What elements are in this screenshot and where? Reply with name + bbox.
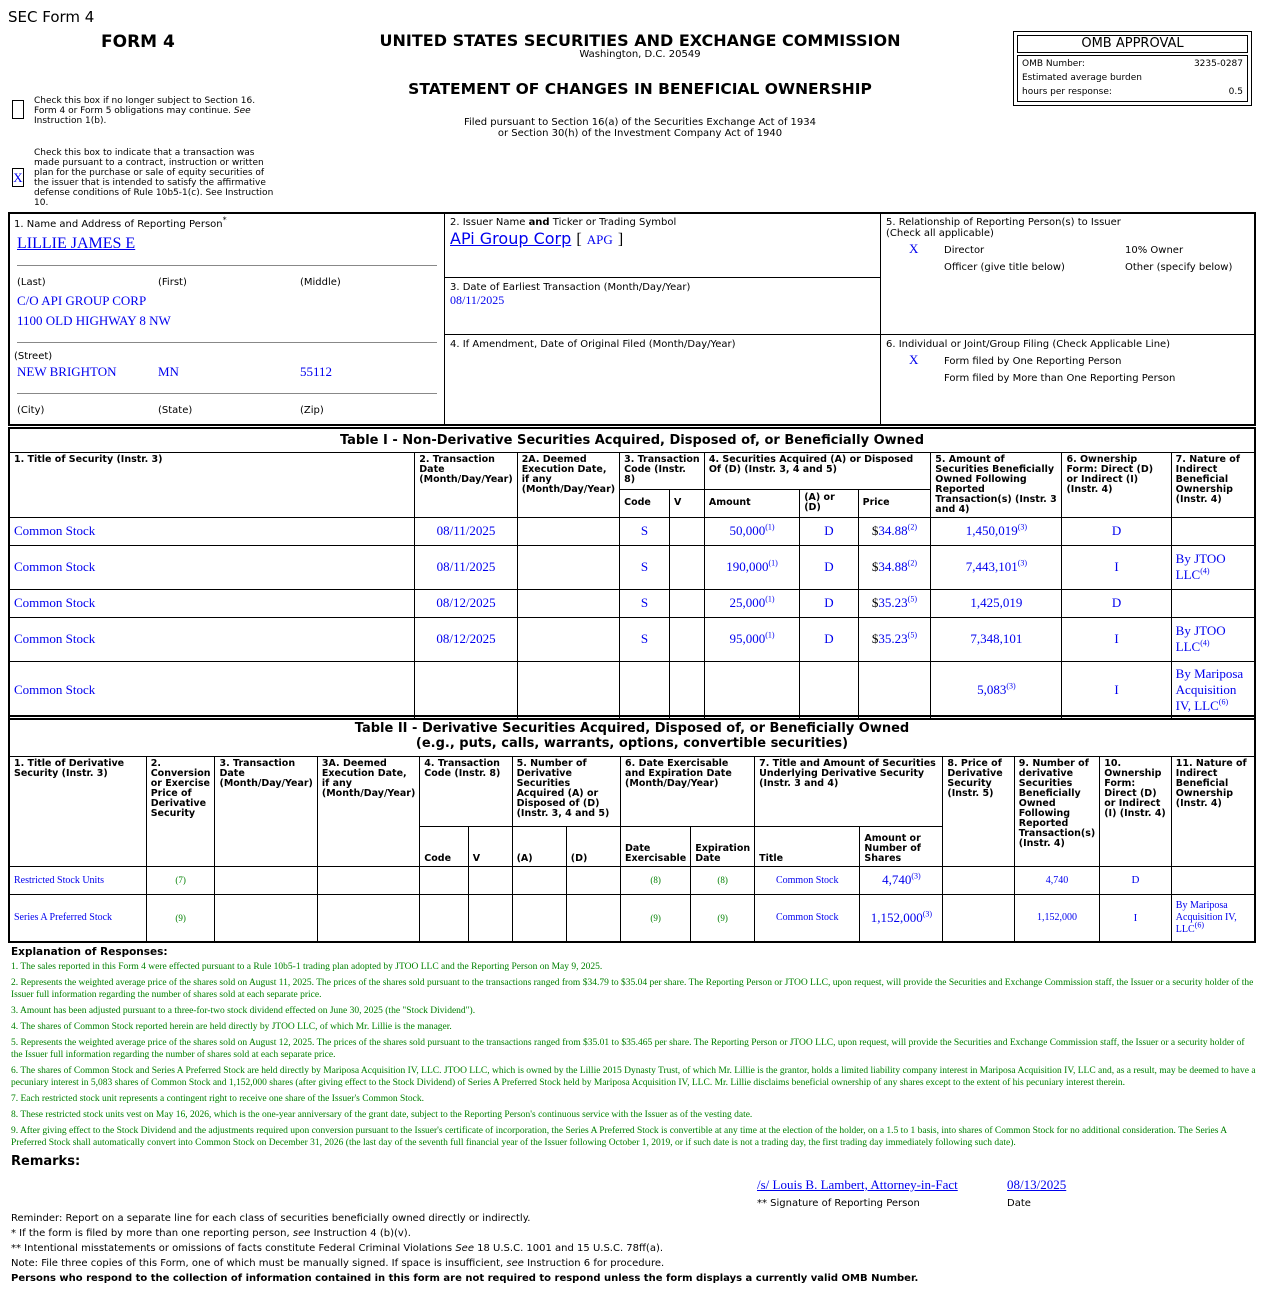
table1-row [9, 589, 1255, 617]
ten-percent-owner-label: 10% Owner [1125, 245, 1184, 256]
amount-cell [704, 545, 799, 589]
transaction-v [669, 661, 704, 719]
amount-cell [704, 617, 799, 661]
transaction-date [415, 661, 517, 719]
explanation-note: 5. Represents the weighted average price of the shares sold on August 12, 2025. The prices of the shares sold pursuant to the transactions ranged from $35.01 to $35.465 per share. The Reporting Person or JTOO LLC, upon request, will provide the Securities and Exchange Commission staff, the Issuer or a security holder of the Issuer full information regarding the number of shares sold at each separate price. [11, 1038, 1245, 1060]
filed-pursuant-2: or Section 30(h) of the Investment Company Act of 1940 [497, 128, 783, 139]
explanation-note: 8. These restricted stock units vest on May 16, 2026, which is the one-year anniversary of the grant date, subject to the Reporting Person's continuous service with the Issuer as of the vesting date. [11, 1110, 753, 1120]
table1-row [9, 517, 1255, 545]
acquired-disposed: D [800, 589, 858, 617]
amount: 190,000 [726, 559, 769, 574]
reminder-text: Reminder: Report on a separate line for each class of securities beneficially owned directly or indirectly. [11, 1213, 531, 1224]
explanation-note: 9. After giving effect to the Stock Dividend and the adjustments required upon conversion pursuant to the Issuer's certificate of incorporation, the Series A Preferred Stock is convertible at any time at the election of the holder, on a 1.5 to 1 basis, into shares of Common Stock for no additional consideration. The Series A Preferred Stock shall automatically convert into Common Stock on December 31, 2026 (the last day of the seventh full financial year of the Issuer following October 1, 2019, or if such date is not a trading day, the first trading day immediately following such date). [11, 1126, 1227, 1148]
table2-body [9, 866, 1255, 942]
section16-text [34, 96, 264, 126]
table1-header-owned: 5. Amount of Securities Beneficially Owned Following Reported Transaction(s) (Instr. 3 and 4) [931, 452, 1062, 517]
amount-cell [704, 517, 799, 545]
derivative-title: Series A Preferred Stock [9, 894, 146, 942]
security-title: Common Stock [9, 661, 415, 719]
zip-value: 55112 [300, 364, 333, 379]
deemed-date [517, 661, 619, 719]
security-title: Common Stock [9, 589, 415, 617]
acquired-disposed [800, 661, 858, 719]
table-non-derivative [8, 427, 1256, 720]
table1-sub-v: V [669, 490, 704, 517]
conversion-price: (7) [146, 866, 215, 894]
signature-date[interactable]: 08/13/2025 [1007, 1177, 1067, 1192]
page-title: SEC Form 4 [8, 8, 95, 26]
table2-sub-expiration: Expiration Date [691, 826, 755, 866]
explanation-note: 7. Each restricted stock unit represents a contingent right to receive one share of the Issuer's Common Stock. [11, 1094, 424, 1104]
underlying-amount: 1,152,000 [870, 909, 923, 925]
nature-cell [1171, 617, 1255, 661]
table2-header-form: 10. Ownership Form: Direct (D) or Indirect (I) (Instr. 4) [1100, 756, 1172, 866]
amount: 50,000 [729, 523, 766, 538]
last-label: (Last) [17, 277, 46, 288]
agency-location: Washington, D.C. 20549 [579, 49, 701, 60]
price-currency: $ [871, 631, 879, 646]
table2-header-deemed: 3A. Deemed Execution Date, if any (Month/Day/Year) [317, 756, 419, 866]
ownership-form: D [1062, 589, 1171, 617]
signature-label: ** Signature of Reporting Person [757, 1198, 920, 1209]
form-label: FORM 4 [101, 32, 175, 52]
footer-line-3-post: Instruction 6 for procedure. [527, 1258, 665, 1269]
disposed-d [566, 866, 620, 894]
table1-title: Table I - Non-Derivative Securities Acquired, Disposed of, or Beneficially Owned [9, 428, 1255, 452]
explanation-title: Explanation of Responses: [11, 946, 168, 958]
acquired-disposed: D [800, 517, 858, 545]
transaction-v [669, 617, 704, 661]
city-value: NEW BRIGHTON [17, 364, 117, 379]
price-cell [858, 517, 931, 545]
nature-cell [1171, 517, 1255, 545]
street-line-2: 1100 OLD HIGHWAY 8 NW [17, 313, 171, 328]
section16-instr: Instruction 1(b). [34, 116, 107, 126]
table2-title-1: Table II - Derivative Securities Acquired, Disposed of, or Beneficially Owned [354, 721, 910, 737]
nature-cell [1171, 661, 1255, 719]
conversion-price: (9) [146, 894, 215, 942]
amount-footnote: (1) [765, 594, 775, 604]
derivative-owned: 4,740 [1014, 866, 1099, 894]
transaction-date: 08/11/2025 [415, 545, 517, 589]
transaction-v [669, 589, 704, 617]
state-value: MN [158, 364, 179, 379]
reporting-person-label [14, 215, 227, 230]
table1-header-acquired: 4. Securities Acquired (A) or Disposed Of (D) (Instr. 3, 4 and 5) [704, 452, 930, 490]
table-derivative [8, 715, 1256, 943]
omb-number-value: 3235-0287 [1193, 59, 1243, 69]
rule10b5-checkbox[interactable]: X [13, 170, 23, 185]
footer-line-2 [11, 1243, 663, 1254]
derivative-ownership-form: D [1100, 866, 1172, 894]
table2-sub-a: (A) [512, 826, 566, 866]
amount-footnote: (1) [768, 558, 778, 568]
price-footnote: (2) [907, 522, 917, 532]
reporting-person-name[interactable]: LILLIE JAMES E [17, 235, 136, 252]
divider-v1 [444, 212, 445, 426]
table1-sub-amount: Amount [704, 490, 799, 517]
owned-following: 1,450,019 [965, 523, 1018, 538]
amount: 25,000 [729, 595, 766, 610]
more-person-label: Form filed by More than One Reporting Person [944, 373, 1176, 384]
deemed-date [517, 589, 619, 617]
table2-sub-amount: Amount or Number of Shares [860, 826, 943, 866]
footer-line-1 [11, 1228, 411, 1239]
table2-title [9, 716, 1255, 756]
security-title: Common Stock [9, 545, 415, 589]
table2-header-conversion: 2. Conversion or Exercise Price of Derivative Security [146, 756, 215, 866]
explanation-note: 3. Amount has been adjusted pursuant to a three-for-two stock dividend effected on June 30, 2025 (the "Stock Dividend"). [11, 1006, 476, 1016]
table2-header-title: 1. Title of Derivative Security (Instr. 3) [9, 756, 146, 866]
filing-label: 6. Individual or Joint/Group Filing (Check Applicable Line) [886, 339, 1171, 350]
table1-header-code: 3. Transaction Code (Instr. 8) [620, 452, 705, 490]
nature-of-ownership-footnote: (4) [1200, 566, 1210, 576]
other-label: Other (specify below) [1125, 262, 1233, 273]
ownership-form: I [1062, 617, 1171, 661]
security-title: Common Stock [9, 617, 415, 661]
date-exercisable: (9) [621, 894, 691, 942]
table2-sub-title: Title [755, 826, 860, 866]
derivative-nature-cell [1171, 894, 1255, 942]
section16-text-main: Check this box if no longer subject to Section 16. Form 4 or Form 5 obligations may continue. [34, 96, 256, 116]
table2-sub-d: (D) [566, 826, 620, 866]
date-exercisable: (8) [621, 866, 691, 894]
expiration-date: (9) [691, 894, 755, 942]
table1-row [9, 661, 1255, 719]
issuer-label-post: Ticker or Trading Symbol [552, 217, 677, 228]
first-label: (First) [158, 277, 187, 288]
nature-of-ownership: By JTOO LLC [1175, 551, 1226, 582]
footer-line-2-post: 18 U.S.C. 1001 and 15 U.S.C. 78ff(a). [477, 1243, 664, 1254]
nature-of-ownership-footnote: (6) [1218, 697, 1229, 707]
amount: 95,000 [729, 631, 766, 646]
deemed-date [317, 866, 419, 894]
derivative-price [943, 894, 1014, 942]
transaction-date: 08/12/2025 [415, 617, 517, 661]
price-currency: $ [871, 523, 879, 538]
price-footnote: (5) [907, 630, 917, 640]
ownership-form: I [1062, 545, 1171, 589]
table1-header-title: 1. Title of Security (Instr. 3) [9, 452, 415, 517]
footer-line-1-pre: * If the form is filed by more than one reporting person, [11, 1228, 290, 1239]
table1-header-date: 2. Transaction Date (Month/Day/Year) [415, 452, 517, 517]
table2-header-number: 5. Number of Derivative Securities Acquired (A) or Disposed of (D) (Instr. 3, 4 and 5) [512, 756, 620, 826]
city-line [17, 393, 437, 394]
nature-cell [1171, 545, 1255, 589]
table2-row [9, 866, 1255, 894]
rule10b5-text: Check this box to indicate that a transaction was made pursuant to a contract, instruction or written plan for the purchase or sale of equity securities of the issuer that is intended to satisfy the affirmative defense conditions of Rule 10b5-1(c). See Instruction 10. [34, 148, 274, 208]
ticker-close: ] [617, 231, 624, 248]
filed-pursuant-1: Filed pursuant to Section 16(a) of the Securities Exchange Act of 1934 [464, 117, 816, 128]
transaction-code: S [620, 589, 670, 617]
omb-burden-label: Estimated average burden [1022, 73, 1142, 83]
signature-name[interactable]: /s/ Louis B. Lambert, Attorney-in-Fact [757, 1177, 958, 1192]
table2-header-price: 8. Price of Derivative Security (Instr. 5) [943, 756, 1014, 866]
expiration-date: (8) [691, 866, 755, 894]
derivative-title: Restricted Stock Units [9, 866, 146, 894]
transaction-date: 08/11/2025 [415, 517, 517, 545]
owned-following-footnote: (3) [1006, 681, 1016, 691]
acquired-disposed: D [800, 545, 858, 589]
table1-header-nature: 7. Nature of Indirect Beneficial Ownership (Instr. 4) [1171, 452, 1255, 517]
omb-hours-value: 0.5 [1228, 87, 1243, 97]
footer-line-3-see: see [506, 1258, 524, 1269]
table1-header-form: 6. Ownership Form: Direct (D) or Indirect (I) (Instr. 4) [1062, 452, 1171, 517]
table2-header-exercisable: 6. Date Exercisable and Expiration Date (Month/Day/Year) [621, 756, 755, 826]
price-cell [858, 545, 931, 589]
derivative-owned: 1,152,000 [1014, 894, 1099, 942]
street-line [17, 342, 437, 343]
footer-line-1-post: Instruction 4 (b)(v). [313, 1228, 411, 1239]
footer-line-3-pre: Note: File three copies of this Form, one of which must be manually signed. If space is insufficient, [11, 1258, 504, 1269]
underlying-amount-footnote: (3) [911, 871, 921, 881]
city-label: (City) [17, 405, 45, 416]
omb-box [1013, 31, 1252, 106]
transaction-code: S [620, 517, 670, 545]
derivative-ownership-form: I [1100, 894, 1172, 942]
derivative-nature: By Mariposa Acquisition IV, LLC [1175, 899, 1237, 935]
owned-following: 7,443,101 [965, 559, 1018, 574]
middle-label: (Middle) [300, 277, 341, 288]
amount-footnote: (1) [765, 522, 775, 532]
issuer-name-link[interactable]: APi Group Corp [450, 229, 572, 248]
underlying-title: Common Stock [755, 894, 860, 942]
state-label: (State) [158, 405, 193, 416]
acquired-a [512, 866, 566, 894]
transaction-code: S [620, 545, 670, 589]
explanation-note: 4. The shares of Common Stock reported herein are held directly by JTOO LLC, of which Mr. Lillie is the manager. [11, 1022, 452, 1032]
owned-cell [931, 589, 1062, 617]
earliest-date-value: 08/11/2025 [450, 293, 505, 307]
ownership-form: D [1062, 517, 1171, 545]
director-label: Director [944, 245, 985, 256]
price: 34.88 [878, 523, 908, 538]
ticker-open: [ [576, 231, 582, 248]
price-cell [858, 589, 931, 617]
derivative-price [943, 866, 1014, 894]
remarks-title: Remarks: [11, 1154, 81, 1169]
footer-line-2-pre: ** Intentional misstatements or omissions of facts constitute Federal Criminal Violations [11, 1243, 453, 1254]
owned-following-footnote: (3) [1017, 522, 1028, 532]
reporting-person-label-text: 1. Name and Address of Reporting Person [14, 219, 223, 230]
owned-following: 7,348,101 [970, 631, 1023, 646]
footer-line-3 [11, 1258, 664, 1269]
acquired-disposed: D [800, 617, 858, 661]
section16-checkbox[interactable] [12, 100, 24, 119]
owned-following: 1,425,019 [970, 595, 1023, 610]
agency-title: UNITED STATES SECURITIES AND EXCHANGE COMMISSION [379, 31, 901, 50]
table2-header-owned: 9. Number of derivative Securities Beneficially Owned Following Reported Transaction(s) (Instr. 4) [1014, 756, 1099, 866]
amount-footnote: (1) [765, 630, 775, 640]
table1-body [9, 517, 1255, 719]
table2-sub-v: V [468, 826, 512, 866]
transaction-v [669, 517, 704, 545]
relationship-label-1: 5. Relationship of Reporting Person(s) to Issuer [886, 217, 1121, 228]
price: 34.88 [878, 559, 908, 574]
reporting-person-star: * [222, 215, 227, 225]
transaction-code: S [620, 617, 670, 661]
price-cell [858, 617, 931, 661]
price-footnote: (5) [907, 594, 917, 604]
zip-label: (Zip) [300, 405, 324, 416]
footer-omb-notice: Persons who respond to the collection of information contained in this form are not required to respond unless the form displays a currently valid OMB Number. [11, 1273, 919, 1284]
transaction-date [215, 894, 317, 942]
one-person-check[interactable]: X [909, 352, 919, 367]
ownership-form: I [1062, 661, 1171, 719]
table2-header-underlying: 7. Title and Amount of Securities Underlying Derivative Security (Instr. 3 and 4) [755, 756, 943, 826]
earliest-date-label: 3. Date of Earliest Transaction (Month/Day/Year) [450, 282, 691, 293]
transaction-code [620, 661, 670, 719]
price: 35.23 [878, 595, 908, 610]
statement-title: STATEMENT OF CHANGES IN BENEFICIAL OWNERSHIP [408, 80, 872, 98]
omb-details [1017, 55, 1248, 102]
issuer-name-row [450, 229, 623, 249]
underlying-amount-cell [860, 866, 943, 894]
derivative-nature-footnote: (6) [1194, 920, 1204, 930]
explanation-note: 2. Represents the weighted average price of the shares sold on August 11, 2025. The prices of the shares sold pursuant to the transactions ranged from $34.79 to $35.04 per share. The Reporting Person or JTOO LLC, upon request, will provide the Securities and Exchange Commission staff, the Issuer or a security holder of the Issuer full information regarding the number of shares sold at each separate price. [11, 978, 1254, 1000]
transaction-v [468, 866, 512, 894]
owned-cell [931, 661, 1062, 719]
table1-sub-ad: (A) or (D) [800, 490, 858, 517]
table2-row [9, 894, 1255, 942]
divider-v2 [880, 212, 881, 426]
relationship-label [886, 217, 1121, 239]
director-check[interactable]: X [909, 241, 919, 256]
explanation-note: 1. The sales reported in this Form 4 were effected pursuant to a Rule 10b5-1 trading plan adopted by JTOO LLC and the Reporting Person on May 9, 2025. [11, 962, 603, 972]
omb-hours-label: hours per response: [1022, 87, 1112, 97]
table2-header-code: 4. Transaction Code (Instr. 8) [420, 756, 512, 826]
amount-cell [704, 661, 799, 719]
table2-title-2: (e.g., puts, calls, warrants, options, convertible securities) [415, 736, 849, 752]
table2-header-date: 3. Transaction Date (Month/Day/Year) [215, 756, 317, 866]
deemed-date [317, 894, 419, 942]
street-line-1: C/O API GROUP CORP [17, 293, 147, 308]
explanation-note: 6. The shares of Common Stock and Series A Preferred Stock are held directly by Mariposa Acquisition IV, LLC. JTOO LLC, which is owned by the Lillie 2015 Dynasty Trust, of which Mr. Lillie is the grantor, holds a limited liability company interest in Mariposa Acquisition IV, LLC and, as a result, may be deemed to have a pecuniary interest in 5,083 shares of Common Stock and 1,152,000 shares (after giving effect to the Stock Dividend) of Series A Preferred Stock held by Mariposa Acquisition IV, LLC. Mr. Lillie disclaims beneficial ownership of any shares except to the extent of his pecuniary interest therein. [11, 1066, 1256, 1088]
table2-sub-code: Code [420, 826, 468, 866]
officer-label: Officer (give title below) [944, 262, 1065, 273]
derivative-nature-cell [1171, 866, 1255, 894]
table2-header-nature: 11. Nature of Indirect Beneficial Ownership (Instr. 4) [1171, 756, 1255, 866]
underlying-title: Common Stock [755, 866, 860, 894]
disposed-d [566, 894, 620, 942]
underlying-amount-footnote: (3) [922, 909, 933, 919]
divider-h1 [444, 277, 880, 278]
price: 35.23 [878, 631, 908, 646]
table2-sub-exercisable: Date Exercisable [621, 826, 691, 866]
footer-line-1-see: see [292, 1228, 311, 1239]
issuer-label [450, 217, 676, 228]
price-footnote: (2) [907, 558, 917, 568]
nature-of-ownership: By Mariposa Acquisition IV, LLC [1175, 665, 1244, 713]
price-currency: $ [871, 595, 879, 610]
price-currency: $ [871, 559, 879, 574]
underlying-amount: 4,740 [882, 872, 912, 887]
omb-title: OMB APPROVAL [1017, 35, 1248, 53]
one-person-label: Form filed by One Reporting Person [944, 356, 1122, 367]
signature-date-label: Date [1007, 1198, 1031, 1209]
deemed-date [517, 517, 619, 545]
table1-sub-code: Code [620, 490, 670, 517]
section16-see: See [233, 106, 251, 116]
table1-sub-price: Price [858, 490, 931, 517]
underlying-amount-cell [860, 894, 943, 942]
owned-cell [931, 517, 1062, 545]
amendment-label: 4. If Amendment, Date of Original Filed (Month/Day/Year) [450, 339, 736, 350]
owned-cell [931, 545, 1062, 589]
footer-line-2-see: See [455, 1243, 474, 1254]
transaction-date [215, 866, 317, 894]
table1-header-deemed: 2A. Deemed Execution Date, if any (Month/Day/Year) [517, 452, 619, 517]
acquired-a [512, 894, 566, 942]
table1-row [9, 545, 1255, 589]
deemed-date [517, 617, 619, 661]
amount-cell [704, 589, 799, 617]
owned-cell [931, 617, 1062, 661]
nature-of-ownership: By JTOO LLC [1175, 623, 1226, 654]
issuer-label-and: and [528, 217, 550, 228]
relationship-label-2: (Check all applicable) [886, 228, 994, 239]
owned-following: 5,083 [977, 681, 1007, 697]
divider-h2 [444, 334, 1256, 335]
transaction-v [468, 894, 512, 942]
table1-row [9, 617, 1255, 661]
nature-cell [1171, 589, 1255, 617]
deemed-date [517, 545, 619, 589]
issuer-label-pre: 2. Issuer Name [450, 217, 526, 228]
price-cell [858, 661, 931, 719]
security-title: Common Stock [9, 517, 415, 545]
name-line [17, 265, 437, 266]
transaction-code [420, 894, 468, 942]
street-label: (Street) [14, 351, 53, 362]
transaction-date: 08/12/2025 [415, 589, 517, 617]
transaction-v [669, 545, 704, 589]
nature-of-ownership-footnote: (4) [1200, 638, 1210, 648]
ticker-symbol: APG [586, 232, 613, 247]
omb-number-label: OMB Number: [1022, 59, 1085, 69]
owned-following-footnote: (3) [1017, 558, 1028, 568]
transaction-code [420, 866, 468, 894]
